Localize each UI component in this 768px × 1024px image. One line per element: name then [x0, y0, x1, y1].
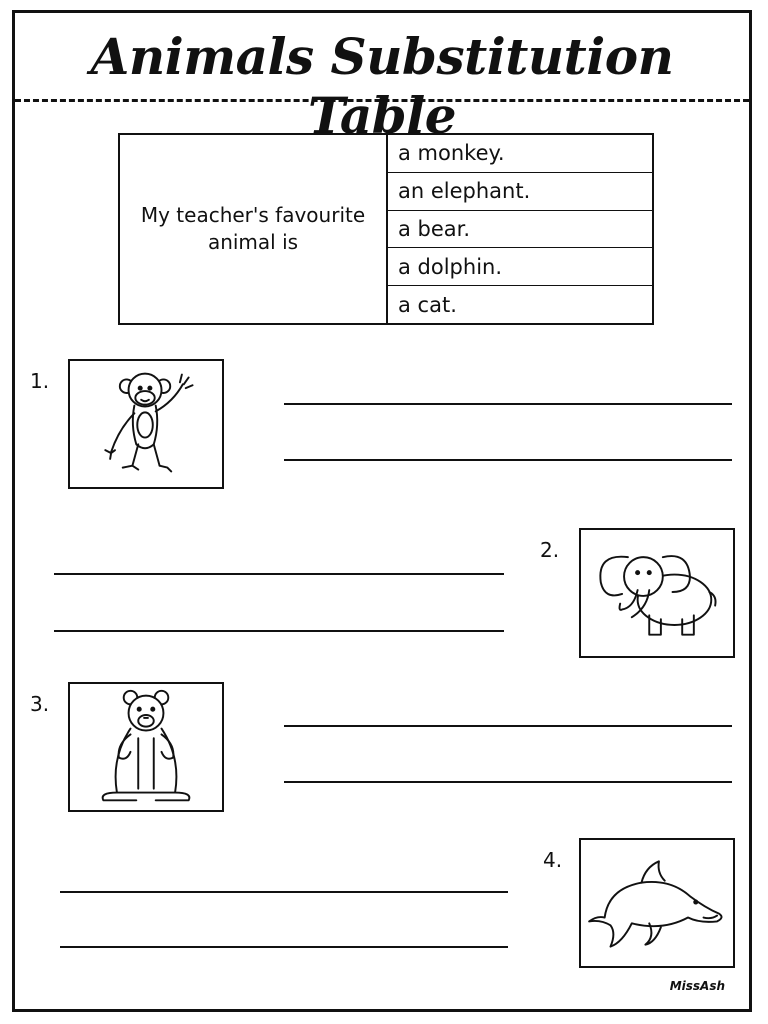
- worksheet: [12, 10, 752, 1012]
- elephant-icon: [581, 530, 733, 656]
- answer-line: [284, 459, 732, 461]
- bear-icon: [70, 684, 222, 810]
- table-option: a cat.: [398, 292, 457, 317]
- answer-line: [60, 891, 508, 893]
- author-credit: MissAsh: [669, 979, 725, 993]
- title-divider: [15, 99, 749, 102]
- question-number-2: 2.: [540, 538, 560, 562]
- table-option: a bear.: [388, 211, 652, 249]
- answer-line: [54, 630, 504, 632]
- answer-line: [284, 725, 732, 727]
- substitution-table: [118, 133, 654, 325]
- table-options: [388, 135, 652, 323]
- question-number-1: 1.: [30, 369, 50, 393]
- answer-line: [60, 946, 508, 948]
- dolphin-icon: [581, 840, 733, 966]
- table-option: a dolphin.: [388, 248, 652, 286]
- picture-box-3: [68, 682, 224, 812]
- picture-box-2: [579, 528, 735, 658]
- title-area: [15, 13, 749, 145]
- picture-box-1: [68, 359, 224, 489]
- question-number-3: 3.: [30, 692, 50, 716]
- page-title: Animals Substitution Table: [90, 27, 674, 145]
- answer-line: [284, 781, 732, 783]
- table-stem: My teacher's favourite animal is: [120, 135, 388, 323]
- monkey-icon: [70, 361, 222, 487]
- answer-line: [284, 403, 732, 405]
- table-option: a monkey.: [388, 135, 652, 173]
- picture-box-4: [579, 838, 735, 968]
- answer-line: [54, 573, 504, 575]
- question-number-4: 4.: [543, 848, 563, 872]
- table-option: an elephant.: [388, 173, 652, 211]
